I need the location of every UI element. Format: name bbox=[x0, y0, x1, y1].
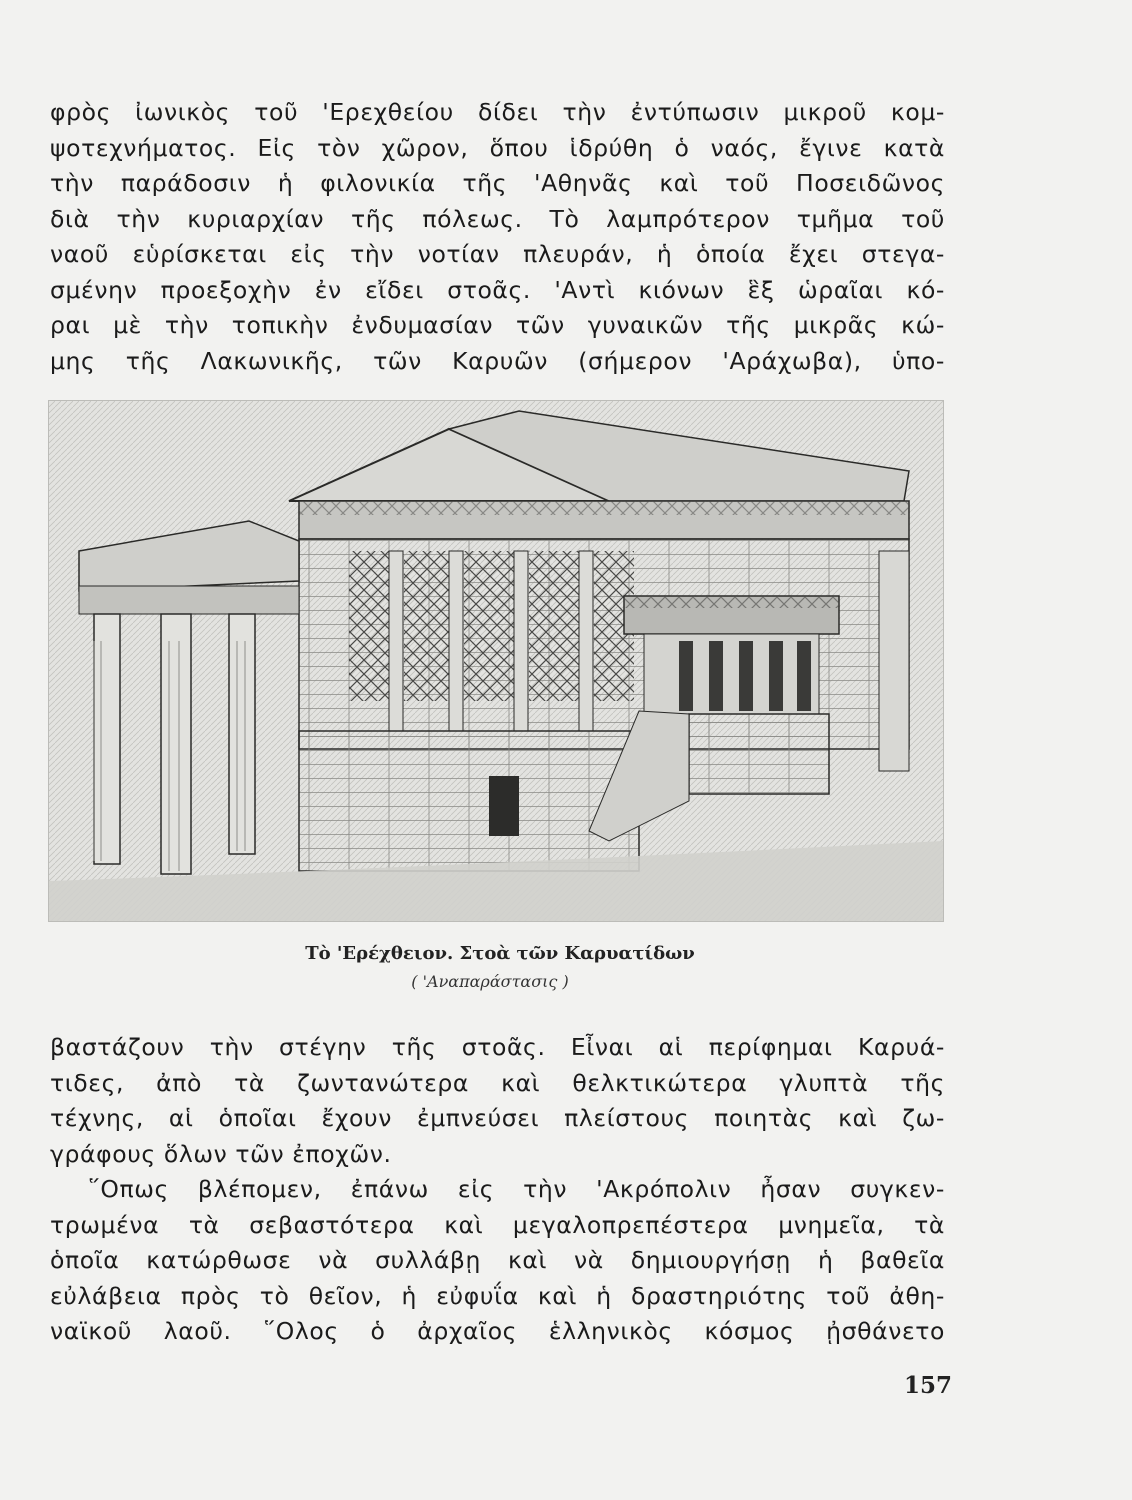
paragraph-bottom bbox=[50, 1030, 945, 1350]
paragraph-top bbox=[50, 95, 945, 379]
figure-caption: Τὸ 'Ερέχθειον. Στοὰ τῶν Καρυατίδων bbox=[305, 943, 695, 964]
text-line: ῞Οπως βλέπομεν, ἐπάνω εἰς τὴν 'Ακρόπολιν ἦσαν συγκεν- bbox=[88, 1175, 945, 1203]
text-line: τέχνης, αἱ ὁποῖαι ἔχουν ἐμπνεύσει πλείστους ποιητὰς καὶ ζω- bbox=[50, 1104, 945, 1132]
text-line: μης τῆς Λακωνικῆς, τῶν Καρυῶν (σήμερον 'Αράχωβα), ὑπο- bbox=[50, 346, 945, 375]
text-line: ναοῦ εὑρίσκεται εἰς τὴν νοτίαν πλευράν, ἡ ὁποία ἔχει στεγα- bbox=[50, 240, 945, 268]
text-line: τὴν παράδοσιν ἡ φιλονικία τῆς 'Αθηνᾶς καὶ τοῦ Ποσειδῶνος bbox=[50, 169, 945, 197]
text-line: τρωμένα τὰ σεβαστότερα καὶ μεγαλοπρεπέστερα μνημεῖα, τὰ bbox=[50, 1210, 945, 1239]
text-line: φρὸς ἰωνικὸς τοῦ 'Ερεχθείου δίδει τὴν ἐντύπωσιν μικροῦ κομ- bbox=[50, 98, 945, 126]
text-line: διὰ τὴν κυριαρχίαν τῆς πόλεως. Τὸ λαμπρότερον τμῆμα τοῦ bbox=[50, 204, 945, 233]
text-line: βαστάζουν τὴν στέγην τῆς στοᾶς. Εἶναι αἱ περίφημαι Καρυά- bbox=[50, 1033, 945, 1061]
text-line: γράφους ὅλων τῶν ἐποχῶν. bbox=[50, 1139, 392, 1168]
page-number: 157 bbox=[903, 1372, 952, 1399]
text-line: ναϊκοῦ λαοῦ. ῞Ολος ὁ ἀρχαῖος ἑλληνικὸς κόσμος ᾐσθάνετο bbox=[50, 1317, 945, 1345]
text-line: σμένην προεξοχὴν ἐν εἴδει στοᾶς. 'Αντὶ κιόνων ἓξ ὡραῖαι κό- bbox=[50, 275, 945, 304]
text-line: ψοτεχνήματος. Εἰς τὸν χῶρον, ὅπου ἱδρύθη ὁ ναός, ἔγινε κατὰ bbox=[50, 133, 945, 162]
erechtheion-illustration bbox=[48, 400, 944, 922]
text-line: ὁποῖα κατώρθωσε νὰ συλλάβῃ καὶ νὰ δημιουργήσῃ ἡ βαθεῖα bbox=[50, 1246, 945, 1274]
text-line: τιδες, ἀπὸ τὰ ζωντανώτερα καὶ θελκτικώτερα γλυπτὰ τῆς bbox=[50, 1068, 945, 1097]
text-line: εὐλάβεια πρὸς τὸ θεῖον, ἡ εὐφυΐα καὶ ἡ δραστηριότης τοῦ ἀθη- bbox=[50, 1281, 945, 1310]
figure-subcaption: ( 'Αναπαράστασις ) bbox=[411, 972, 569, 991]
text-line: ραι μὲ τὴν τοπικὴν ἐνδυμασίαν τῶν γυναικῶν τῆς μικρᾶς κώ- bbox=[50, 311, 945, 339]
